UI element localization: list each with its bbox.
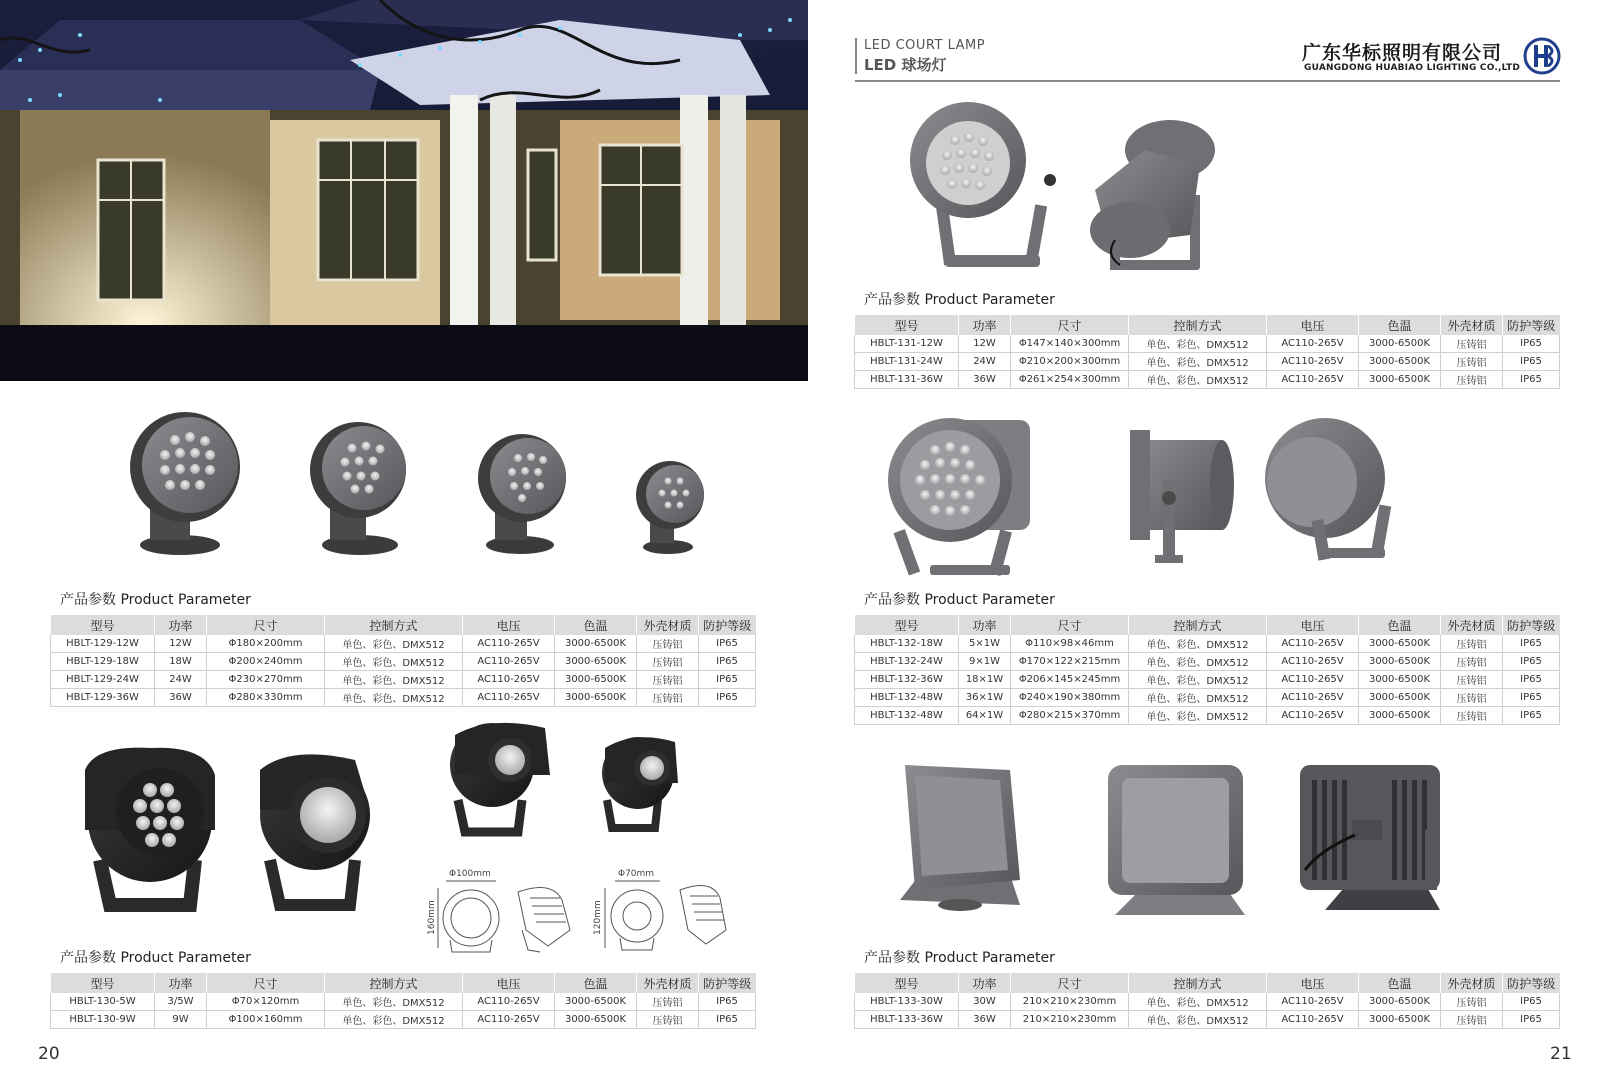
- col-model: 型号: [855, 315, 959, 335]
- col-control: 控制方式: [1129, 615, 1267, 635]
- cell-voltage: AC110-265V: [1267, 353, 1359, 371]
- table-row: [51, 671, 756, 689]
- table-header-row: [855, 615, 1560, 635]
- col-control: 控制方式: [1129, 315, 1267, 335]
- cell-ip: IP65: [699, 1011, 756, 1029]
- cell-cct: 3000-6500K: [555, 1011, 637, 1029]
- cell-control: 单色、彩色、DMX512: [1129, 1011, 1267, 1029]
- cell-housing: 压铸铝: [1441, 335, 1503, 353]
- cell-power: 36×1W: [959, 689, 1011, 707]
- cell-model: HBLT-129-18W: [51, 653, 155, 671]
- cell-power: 5×1W: [959, 635, 1011, 653]
- cell-size: Φ110×98×46mm: [1011, 635, 1129, 653]
- table-row: [855, 707, 1560, 725]
- cell-housing: 压铸铝: [637, 993, 699, 1011]
- cell-housing: 压铸铝: [1441, 635, 1503, 653]
- cell-ip: IP65: [699, 671, 756, 689]
- cell-control: 单色、彩色、DMX512: [1129, 635, 1267, 653]
- cell-cct: 3000-6500K: [555, 689, 637, 707]
- cell-housing: 压铸铝: [1441, 993, 1503, 1011]
- cell-control: 单色、彩色、DMX512: [325, 653, 463, 671]
- cell-voltage: AC110-265V: [1267, 653, 1359, 671]
- cell-control: 单色、彩色、DMX512: [1129, 689, 1267, 707]
- col-control: 控制方式: [1129, 973, 1267, 993]
- cell-housing: 压铸铝: [637, 653, 699, 671]
- cell-housing: 压铸铝: [637, 1011, 699, 1029]
- cell-control: 单色、彩色、DMX512: [325, 671, 463, 689]
- cell-model: HBLT-133-30W: [855, 993, 959, 1011]
- table-row: [855, 1011, 1560, 1029]
- col-ip: 防护等级: [1503, 973, 1560, 993]
- col-ip: 防护等级: [1503, 615, 1560, 635]
- cell-size: Φ200×240mm: [207, 653, 325, 671]
- spec-table-133: [854, 973, 1560, 1029]
- cell-size: Φ170×122×215mm: [1011, 653, 1129, 671]
- table-row: [855, 371, 1560, 389]
- cell-model: HBLT-132-48W: [855, 689, 959, 707]
- table-header-row: [855, 973, 1560, 993]
- catalog-title-en: LED COURT LAMP: [864, 38, 986, 53]
- cell-power: 24W: [959, 353, 1011, 371]
- cell-ip: IP65: [1503, 335, 1560, 353]
- cell-ip: IP65: [1503, 671, 1560, 689]
- page-number-right: 21: [1550, 1044, 1572, 1064]
- col-ip: 防护等级: [699, 615, 756, 635]
- col-power: 功率: [155, 973, 207, 993]
- dim-small-width: Φ70mm: [618, 869, 655, 879]
- cell-control: 单色、彩色、DMX512: [325, 1011, 463, 1029]
- cell-cct: 3000-6500K: [555, 635, 637, 653]
- section-heading-129: 产品参数 Product Parameter: [60, 592, 251, 608]
- col-size: 尺寸: [207, 973, 325, 993]
- cell-power: 12W: [959, 335, 1011, 353]
- cell-ip: IP65: [1503, 993, 1560, 1011]
- col-cct: 色温: [555, 615, 637, 635]
- col-housing: 外壳材质: [1441, 315, 1503, 335]
- cell-model: HBLT-131-24W: [855, 353, 959, 371]
- cell-model: HBLT-129-24W: [51, 671, 155, 689]
- table-header-row: [51, 615, 756, 635]
- cell-voltage: AC110-265V: [1267, 1011, 1359, 1029]
- catalog-title-cn: LED 球场灯: [864, 56, 947, 74]
- table-row: [51, 1011, 756, 1029]
- cell-power: 18W: [155, 653, 207, 671]
- cell-size: Φ280×330mm: [207, 689, 325, 707]
- cell-model: HBLT-132-48W: [855, 707, 959, 725]
- cell-model: HBLT-131-12W: [855, 335, 959, 353]
- cell-housing: 压铸铝: [1441, 707, 1503, 725]
- cell-voltage: AC110-265V: [1267, 993, 1359, 1011]
- col-ip: 防护等级: [1503, 315, 1560, 335]
- col-model: 型号: [855, 615, 959, 635]
- table-row: [855, 353, 1560, 371]
- col-model: 型号: [51, 973, 155, 993]
- cell-voltage: AC110-265V: [463, 635, 555, 653]
- cell-power: 64×1W: [959, 707, 1011, 725]
- company-name-en: GUANGDONG HUABIAO LIGHTING CO.,LTD: [1304, 63, 1521, 73]
- page-number-left: 20: [38, 1044, 60, 1064]
- table-row: [855, 689, 1560, 707]
- cell-control: 单色、彩色、DMX512: [1129, 653, 1267, 671]
- cell-power: 30W: [959, 993, 1011, 1011]
- cell-control: 单色、彩色、DMX512: [1129, 371, 1267, 389]
- cell-cct: 3000-6500K: [555, 653, 637, 671]
- spec-table-129: [50, 615, 756, 707]
- col-housing: 外壳材质: [1441, 615, 1503, 635]
- company-name-cn: 广东华标照明有限公司: [1302, 42, 1503, 64]
- col-power: 功率: [959, 315, 1011, 335]
- cell-housing: 压铸铝: [1441, 1011, 1503, 1029]
- cell-cct: 3000-6500K: [1359, 993, 1441, 1011]
- col-voltage: 电压: [1267, 315, 1359, 335]
- cell-model: HBLT-132-18W: [855, 635, 959, 653]
- col-cct: 色温: [1359, 973, 1441, 993]
- cell-ip: IP65: [699, 653, 756, 671]
- cell-size: Φ280×215×370mm: [1011, 707, 1129, 725]
- cell-housing: 压铸铝: [1441, 671, 1503, 689]
- cell-size: Φ147×140×300mm: [1011, 335, 1129, 353]
- col-size: 尺寸: [1011, 973, 1129, 993]
- cell-cct: 3000-6500K: [1359, 653, 1441, 671]
- cell-model: HBLT-132-24W: [855, 653, 959, 671]
- cell-ip: IP65: [699, 635, 756, 653]
- cell-voltage: AC110-265V: [1267, 335, 1359, 353]
- cell-voltage: AC110-265V: [1267, 635, 1359, 653]
- table-row: [855, 635, 1560, 653]
- table-row: [855, 335, 1560, 353]
- cell-model: HBLT-133-36W: [855, 1011, 959, 1029]
- col-control: 控制方式: [325, 615, 463, 635]
- spec-table-132: [854, 615, 1560, 725]
- col-size: 尺寸: [1011, 315, 1129, 335]
- cell-cct: 3000-6500K: [555, 993, 637, 1011]
- col-cct: 色温: [1359, 315, 1441, 335]
- col-power: 功率: [959, 615, 1011, 635]
- spec-table-131: [854, 315, 1560, 389]
- dim-small-height: 120mm: [593, 900, 603, 935]
- col-voltage: 电压: [463, 973, 555, 993]
- col-voltage: 电压: [1267, 973, 1359, 993]
- cell-model: HBLT-130-5W: [51, 993, 155, 1011]
- table-row: [51, 635, 756, 653]
- cell-cct: 3000-6500K: [1359, 689, 1441, 707]
- cell-size: Φ230×270mm: [207, 671, 325, 689]
- cell-cct: 3000-6500K: [1359, 1011, 1441, 1029]
- cell-size: 210×210×230mm: [1011, 1011, 1129, 1029]
- cell-size: Φ210×200×300mm: [1011, 353, 1129, 371]
- cell-housing: 压铸铝: [637, 671, 699, 689]
- cell-control: 单色、彩色、DMX512: [1129, 707, 1267, 725]
- cell-ip: IP65: [1503, 635, 1560, 653]
- cell-housing: 压铸铝: [1441, 371, 1503, 389]
- col-cct: 色温: [555, 973, 637, 993]
- cell-size: Φ70×120mm: [207, 993, 325, 1011]
- cell-cct: 3000-6500K: [1359, 635, 1441, 653]
- table-row: [51, 653, 756, 671]
- table-row: [855, 653, 1560, 671]
- cell-cct: 3000-6500K: [1359, 335, 1441, 353]
- cell-ip: IP65: [1503, 371, 1560, 389]
- cell-voltage: AC110-265V: [463, 1011, 555, 1029]
- cell-voltage: AC110-265V: [1267, 371, 1359, 389]
- spec-table-130: [50, 973, 756, 1029]
- cell-size: Φ261×254×300mm: [1011, 371, 1129, 389]
- cell-cct: 3000-6500K: [1359, 707, 1441, 725]
- cell-housing: 压铸铝: [637, 635, 699, 653]
- table-header-row: [855, 315, 1560, 335]
- col-voltage: 电压: [1267, 615, 1359, 635]
- table-row: [855, 993, 1560, 1011]
- table-row: [51, 993, 756, 1011]
- cell-voltage: AC110-265V: [463, 689, 555, 707]
- cell-ip: IP65: [699, 689, 756, 707]
- cell-ip: IP65: [1503, 707, 1560, 725]
- cell-cct: 3000-6500K: [1359, 353, 1441, 371]
- dim-large-height: 160mm: [427, 900, 437, 935]
- cell-power: 18×1W: [959, 671, 1011, 689]
- cell-model: HBLT-130-9W: [51, 1011, 155, 1029]
- cell-power: 36W: [959, 1011, 1011, 1029]
- col-model: 型号: [855, 973, 959, 993]
- cell-control: 单色、彩色、DMX512: [1129, 353, 1267, 371]
- cell-model: HBLT-129-36W: [51, 689, 155, 707]
- col-housing: 外壳材质: [637, 615, 699, 635]
- dim-large-width: Φ100mm: [449, 869, 491, 879]
- col-power: 功率: [155, 615, 207, 635]
- cell-model: HBLT-129-12W: [51, 635, 155, 653]
- cell-cct: 3000-6500K: [555, 671, 637, 689]
- section-heading-131: 产品参数 Product Parameter: [864, 292, 1055, 308]
- cell-control: 单色、彩色、DMX512: [325, 635, 463, 653]
- cell-cct: 3000-6500K: [1359, 371, 1441, 389]
- cell-cct: 3000-6500K: [1359, 671, 1441, 689]
- cell-size: 210×210×230mm: [1011, 993, 1129, 1011]
- cell-housing: 压铸铝: [637, 689, 699, 707]
- cell-voltage: AC110-265V: [1267, 671, 1359, 689]
- cell-control: 单色、彩色、DMX512: [1129, 335, 1267, 353]
- cell-housing: 压铸铝: [1441, 353, 1503, 371]
- cell-voltage: AC110-265V: [463, 653, 555, 671]
- cell-ip: IP65: [1503, 353, 1560, 371]
- cell-model: HBLT-132-36W: [855, 671, 959, 689]
- cell-power: 24W: [155, 671, 207, 689]
- cell-power: 36W: [155, 689, 207, 707]
- cell-voltage: AC110-265V: [463, 993, 555, 1011]
- cell-model: HBLT-131-36W: [855, 371, 959, 389]
- cell-power: 3/5W: [155, 993, 207, 1011]
- cell-size: Φ180×200mm: [207, 635, 325, 653]
- cell-power: 9×1W: [959, 653, 1011, 671]
- cell-control: 单色、彩色、DMX512: [325, 993, 463, 1011]
- col-housing: 外壳材质: [637, 973, 699, 993]
- table-header-row: [51, 973, 756, 993]
- cell-ip: IP65: [1503, 1011, 1560, 1029]
- cell-ip: IP65: [699, 993, 756, 1011]
- cell-size: Φ100×160mm: [207, 1011, 325, 1029]
- cell-size: Φ240×190×380mm: [1011, 689, 1129, 707]
- table-row: [51, 689, 756, 707]
- col-size: 尺寸: [1011, 615, 1129, 635]
- cell-ip: IP65: [1503, 653, 1560, 671]
- col-ip: 防护等级: [699, 973, 756, 993]
- cell-control: 单色、彩色、DMX512: [1129, 993, 1267, 1011]
- cell-control: 单色、彩色、DMX512: [325, 689, 463, 707]
- col-housing: 外壳材质: [1441, 973, 1503, 993]
- cell-size: Φ206×145×245mm: [1011, 671, 1129, 689]
- table-row: [855, 671, 1560, 689]
- section-heading-132: 产品参数 Product Parameter: [864, 592, 1055, 608]
- cell-voltage: AC110-265V: [1267, 689, 1359, 707]
- section-heading-133: 产品参数 Product Parameter: [864, 950, 1055, 966]
- cell-housing: 压铸铝: [1441, 689, 1503, 707]
- cell-power: 9W: [155, 1011, 207, 1029]
- col-control: 控制方式: [325, 973, 463, 993]
- col-voltage: 电压: [463, 615, 555, 635]
- cell-power: 36W: [959, 371, 1011, 389]
- cell-voltage: AC110-265V: [463, 671, 555, 689]
- col-power: 功率: [959, 973, 1011, 993]
- section-heading-130: 产品参数 Product Parameter: [60, 950, 251, 966]
- cell-control: 单色、彩色、DMX512: [1129, 671, 1267, 689]
- col-size: 尺寸: [207, 615, 325, 635]
- cell-housing: 压铸铝: [1441, 653, 1503, 671]
- cell-voltage: AC110-265V: [1267, 707, 1359, 725]
- col-model: 型号: [51, 615, 155, 635]
- col-cct: 色温: [1359, 615, 1441, 635]
- cell-power: 12W: [155, 635, 207, 653]
- cell-ip: IP65: [1503, 689, 1560, 707]
